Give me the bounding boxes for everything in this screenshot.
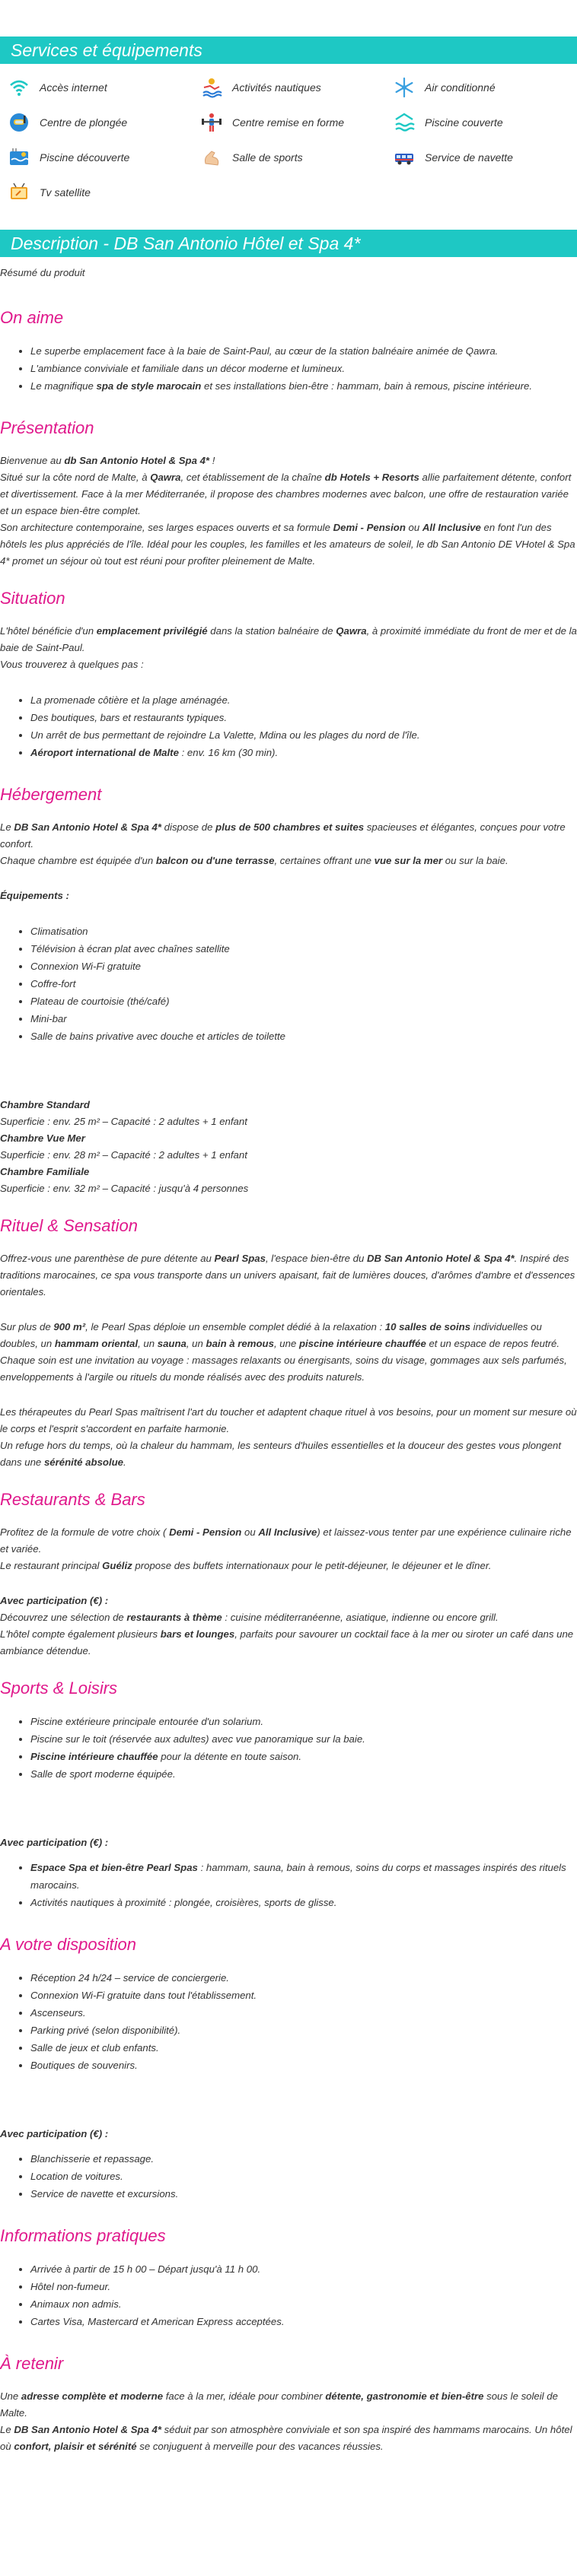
paragraph	[0, 453, 577, 570]
service-item	[393, 146, 577, 169]
text-run: Un refuge hors du temps, où la chaleur du hammam, les senteurs d'huiles essentielles et la douceur des gestes vous plongent dans une	[0, 1440, 562, 1468]
services-grid	[0, 64, 577, 204]
shuttle-icon	[393, 146, 416, 169]
section-title-retenir: À retenir	[0, 2354, 64, 2373]
sports-list	[30, 1713, 577, 1783]
presentation-text	[0, 453, 577, 570]
satellite-tv-icon	[8, 181, 30, 204]
text-run: , un	[138, 1338, 158, 1349]
text-run: Salle de jeux et club enfants.	[30, 2042, 159, 2053]
service-label: Centre remise en forme	[232, 116, 345, 129]
bold-run: spa de style marocain	[96, 380, 202, 392]
text-run: ou	[241, 1526, 259, 1538]
list-item	[30, 2039, 577, 2057]
product-summary: Résumé du produit	[0, 267, 85, 278]
bold-run: Guéliz	[102, 1560, 132, 1571]
restaurants-text	[0, 1524, 577, 1660]
bold-run: db Hotels + Resorts	[324, 472, 419, 483]
text-run: Activités nautiques à proximité : plongée, croisières, sports de glisse.	[30, 1897, 337, 1908]
spacer	[0, 2097, 577, 2126]
snowflake-icon	[393, 76, 416, 99]
text-run: sous le soleil de Malte.	[0, 2390, 558, 2419]
list-item	[30, 2260, 577, 2278]
bold-run: piscine intérieure chauffée	[298, 1338, 426, 1349]
bold-run: Piscine intérieure chauffée	[30, 1751, 158, 1762]
paragraph	[0, 1404, 577, 1471]
bold-run: Chambre Standard	[0, 1099, 90, 1110]
text-run: Mini-bar	[30, 1013, 67, 1024]
list-item	[30, 1713, 577, 1730]
service-item	[200, 146, 393, 169]
text-run: Le superbe emplacement face à la baie de Saint-Paul, au cœur de la station balnéaire animée de Qawra.	[30, 345, 499, 357]
text-run: : cuisine méditerranéenne, asiatique, indienne ou encore grill.	[222, 1612, 499, 1623]
list-item	[30, 377, 577, 395]
text-run: pour la détente en toute saison.	[158, 1751, 302, 1762]
paragraph	[0, 1524, 577, 1574]
bold-run: Aéroport international de Malte	[30, 747, 179, 758]
bold-run: bain à remous	[206, 1338, 274, 1349]
room-types	[0, 1097, 577, 1197]
list-item	[30, 744, 577, 761]
text-run: Plateau de courtoisie (thé/café)	[30, 996, 170, 1007]
text-run: Salle de sport moderne équipée.	[30, 1768, 176, 1780]
service-label: Accès internet	[40, 81, 107, 94]
text-run: Ascenseurs.	[30, 2007, 86, 2019]
outdoor-pool-icon	[8, 146, 30, 169]
service-label: Air conditionné	[425, 81, 496, 94]
bold-run: adresse complète et moderne	[21, 2390, 164, 2402]
description-section	[0, 230, 577, 2455]
text-run: en font l'un des hôtels les plus appréciés de l'île. Idéal pour les couples, les familles et les amateurs de soleil, le db San Antonio DE VHotel & Spa 4* promet un séjour où tout est réuni pour profiter pleinement de Malte.	[0, 522, 575, 567]
list-item	[30, 1010, 577, 1028]
bold-run: détente, gastronomie et bien-être	[325, 2390, 484, 2402]
text-run: Le	[0, 821, 14, 833]
list-item	[30, 691, 577, 709]
bold-run: db San Antonio Hotel & Spa 4*	[64, 455, 210, 466]
description-banner: Description - DB San Antonio Hôtel et Spa 4*	[0, 230, 577, 257]
text-run: Blanchisserie et repassage.	[30, 2153, 155, 2165]
text-run: dans la station balnéaire de	[207, 625, 336, 637]
service-item	[393, 111, 577, 134]
service-item	[8, 146, 200, 169]
spacer	[0, 1806, 577, 1834]
sports-participation-list	[30, 1859, 577, 1911]
bold-run: sérénité absolue	[43, 1456, 124, 1468]
spacer	[0, 1068, 577, 1097]
text-run: Chaque chambre est équipée d'un	[0, 855, 156, 866]
text-run: Climatisation	[30, 926, 88, 937]
list-item	[30, 1969, 577, 1987]
text-run: propose des buffets internationaux pour le petit-déjeuner, le déjeuner et le dîner.	[132, 1560, 492, 1571]
text-run: allie parfaitement détente, confort et divertissement. Face à la mer Méditerranée, il propose des chambres modernes avec balcon, une offre de restauration variée et un espace bien-être complet.	[0, 472, 572, 516]
section-title-on-aime: On aime	[0, 308, 64, 327]
fitness-icon	[200, 111, 223, 134]
bold-run: emplacement privilégié	[96, 625, 208, 637]
text-run: Profitez de la formule de votre choix (	[0, 1526, 170, 1538]
list-item	[30, 1859, 577, 1894]
text-run: Coffre-fort	[30, 978, 76, 989]
paragraph	[0, 819, 577, 869]
bold-run: sauna	[157, 1338, 186, 1349]
bold-run: 900 m²	[53, 1321, 86, 1332]
bold-run: Qawra	[336, 625, 367, 637]
wifi-icon	[8, 76, 30, 99]
text-run: Hôtel non-fumeur.	[30, 2281, 111, 2292]
text-run: L'hôtel bénéficie d'un	[0, 625, 97, 637]
list-item	[30, 2295, 577, 2313]
text-run: . Inspiré des traditions marocaines, ce spa vous transporte dans un univers apaisant, fait de lumières douces, d'arômes d'ambre et d'essences orientales.	[0, 1253, 575, 1298]
bold-run: Équipements :	[0, 890, 69, 901]
text-run: face à la mer, idéale pour combiner	[163, 2390, 326, 2402]
text-run: , à proximité immédiate du front de mer et de la baie de Saint-Paul.	[0, 625, 577, 653]
bold-run: vue sur la mer	[374, 855, 443, 866]
list-item	[30, 2004, 577, 2022]
section-title-pratiques: Informations pratiques	[0, 2226, 166, 2245]
list-item	[30, 2022, 577, 2039]
text-run: et ses installations bien-être : hammam, bain à remous, piscine intérieure.	[201, 380, 532, 392]
text-run: Boutiques de souvenirs.	[30, 2060, 138, 2071]
bold-run: hammam oriental	[54, 1338, 139, 1349]
hebergement-text	[0, 819, 577, 904]
text-run: Piscine sur le toit (réservée aux adultes) avec vue panoramique sur la baie.	[30, 1733, 365, 1745]
section-title-situation: Situation	[0, 589, 65, 608]
text-run: !	[209, 455, 215, 466]
paragraph	[0, 623, 577, 673]
text-run: Parking privé (selon disponibilité).	[30, 2025, 181, 2036]
text-run: Connexion Wi-Fi gratuite dans tout l'établissement.	[30, 1990, 257, 2001]
service-label: Activités nautiques	[232, 81, 321, 94]
services-banner: Services et équipements	[0, 37, 577, 64]
bold-run: Demi - Pension	[333, 522, 406, 533]
covered-pool-icon	[393, 111, 416, 134]
text-run: séduit par son atmosphère conviviale et son spa inspiré des hammams marocains. Un hôtel où	[0, 2424, 572, 2452]
bold-run: Avec participation (€) :	[0, 1595, 109, 1606]
bold-run: All Inclusive	[258, 1526, 317, 1538]
list-item	[30, 1028, 577, 1045]
paragraph	[0, 2388, 577, 2455]
bold-run: All Inclusive	[422, 522, 481, 533]
pratiques-list	[30, 2260, 577, 2330]
text-run: Le	[0, 2424, 14, 2435]
text-run: Salle de bains privative avec douche et articles de toilette	[30, 1031, 286, 1042]
rituel-text	[0, 1250, 577, 1471]
sports-participation-label: Avec participation (€) :	[0, 1837, 109, 1848]
section-title-presentation: Présentation	[0, 418, 94, 437]
text-run: Le restaurant principal	[0, 1560, 103, 1571]
service-label: Centre de plongée	[40, 116, 128, 129]
text-run: : env. 16 km (30 min).	[178, 747, 279, 758]
text-run: , l'espace bien-être du	[265, 1253, 367, 1264]
list-item	[30, 2185, 577, 2203]
gym-icon	[200, 146, 223, 169]
text-run: Situé sur la côte nord de Malte, à	[0, 472, 151, 483]
text-run: : hammam, sauna, bain à remous, soins du corps et massages inspirés des rituels marocains.	[30, 1862, 566, 1891]
text-run: Découvrez une sélection de	[0, 1612, 127, 1623]
list-item	[30, 360, 577, 377]
text-run: Offrez-vous une parenthèse de pure détente au	[0, 1253, 215, 1264]
list-item	[30, 2168, 577, 2185]
text-run: Chaque soin est une invitation au voyage : massages relaxants ou énergisants, soins du visage, gommages aux sels parfumés, enveloppements à l'argile ou rituels du monde réalisés avec des produits naturels.	[0, 1355, 567, 1383]
list-item	[30, 975, 577, 993]
text-run: Son architecture contemporaine, ses larges espaces ouverts et sa formule	[0, 522, 333, 533]
list-item	[30, 2150, 577, 2168]
text-run: Superficie : env. 32 m² – Capacité : jusqu'à 4 personnes	[0, 1183, 249, 1194]
services-section	[0, 37, 577, 204]
text-run: , parfaits pour savourer un cocktail face à la mer ou siroter un café dans une ambiance détendue.	[0, 1628, 574, 1656]
service-label: Salle de sports	[232, 151, 303, 164]
bold-run: Qawra	[150, 472, 181, 483]
text-run: , certaines offrant une	[274, 855, 375, 866]
text-run: L'ambiance conviviale et familiale dans un décor moderne et lumineux.	[30, 363, 346, 374]
situation-list	[30, 691, 577, 761]
text-run: Télévision à écran plat avec chaînes satellite	[30, 943, 230, 954]
list-item	[30, 1748, 577, 1765]
text-run: Cartes Visa, Mastercard et American Express acceptées.	[30, 2316, 285, 2327]
disposition-list	[30, 1969, 577, 2074]
list-item	[30, 923, 577, 940]
service-label: Piscine couverte	[425, 116, 503, 129]
section-title-restaurants: Restaurants & Bars	[0, 1490, 145, 1509]
text-run: Piscine extérieure principale entourée d'un solarium.	[30, 1716, 263, 1727]
bold-run: Demi - Pension	[169, 1526, 242, 1538]
text-run: individuelles ou doubles, un	[0, 1321, 542, 1349]
paragraph	[0, 1097, 577, 1197]
text-run: , une	[273, 1338, 299, 1349]
list-item	[30, 342, 577, 360]
disposition-participation-list	[30, 2150, 577, 2203]
bold-run: Espace Spa et bien-être Pearl Spas	[30, 1862, 198, 1873]
list-item	[30, 709, 577, 726]
text-run: Un arrêt de bus permettant de rejoindre La Valette, Mdina ou les plages du nord de l'île.	[30, 729, 420, 741]
bold-run: bars et lounges	[160, 1628, 235, 1640]
paragraph	[0, 888, 577, 904]
service-label: Service de navette	[425, 151, 513, 164]
text-run: Vous trouverez à quelques pas :	[0, 659, 144, 670]
equipment-list	[30, 923, 577, 1045]
service-item	[200, 111, 393, 134]
disposition-participation-label: Avec participation (€) :	[0, 2128, 109, 2139]
list-item	[30, 1894, 577, 1911]
text-run: Animaux non admis.	[30, 2298, 122, 2310]
text-run: Les thérapeutes du Pearl Spas maîtrisent l'art du toucher et adaptent chaque rituel à vos besoins, pour un moment sur mesure où le corps et l'esprit s'accordent en parfaite harmonie.	[0, 1406, 577, 1434]
service-item	[200, 76, 393, 99]
text-run: , un	[186, 1338, 206, 1349]
bold-run: Pearl Spas	[214, 1253, 266, 1264]
list-item	[30, 1730, 577, 1748]
text-run: Des boutiques, bars et restaurants typiques.	[30, 712, 228, 723]
text-run: Service de navette et excursions.	[30, 2188, 179, 2200]
service-item	[8, 181, 200, 204]
list-item	[30, 1987, 577, 2004]
bold-run: restaurants à thème	[126, 1612, 222, 1623]
text-run: Une	[0, 2390, 21, 2402]
text-run: Bienvenue au	[0, 455, 65, 466]
list-item	[30, 940, 577, 958]
situation-text	[0, 623, 577, 673]
text-run: Superficie : env. 28 m² – Capacité : 2 adultes + 1 enfant	[0, 1149, 247, 1161]
text-run: se conjuguent à merveille pour des vacances réussies.	[136, 2441, 384, 2452]
bold-run: Chambre Familiale	[0, 1166, 90, 1177]
water-activity-icon	[200, 76, 223, 99]
bold-run: DB San Antonio Hotel & Spa 4*	[367, 1253, 515, 1264]
list-item	[30, 2278, 577, 2295]
text-run: Sur plus de	[0, 1321, 54, 1332]
text-run: La promenade côtière et la plage aménagée.	[30, 694, 231, 706]
bold-run: DB San Antonio Hotel & Spa 4*	[14, 2424, 162, 2435]
text-run: Location de voitures.	[30, 2171, 123, 2182]
list-item	[30, 1765, 577, 1783]
paragraph	[0, 1593, 577, 1660]
paragraph	[0, 1319, 577, 1386]
text-run: ou sur la baie.	[442, 855, 508, 866]
section-title-sports: Sports & Loisirs	[0, 1679, 118, 1698]
bold-run: confort, plaisir et sérénité	[14, 2441, 137, 2452]
bold-run: plus de 500 chambres et suites	[215, 821, 365, 833]
list-item	[30, 958, 577, 975]
section-title-disposition: A votre disposition	[0, 1935, 136, 1954]
text-run: ou	[405, 522, 422, 533]
list-item	[30, 993, 577, 1010]
service-label: Piscine découverte	[40, 151, 130, 164]
text-run: et un espace de repos feutré.	[426, 1338, 560, 1349]
section-title-rituel: Rituel & Sensation	[0, 1216, 138, 1235]
bold-run: balcon ou d'une terrasse	[155, 855, 275, 866]
text-run: .	[123, 1456, 126, 1468]
text-run: dispose de	[161, 821, 216, 833]
text-run: Connexion Wi-Fi gratuite	[30, 961, 142, 972]
bold-run: 10 salles de soins	[384, 1321, 471, 1332]
text-run: Réception 24 h/24 – service de conciergerie.	[30, 1972, 229, 1984]
service-item	[393, 76, 577, 99]
list-item	[30, 726, 577, 744]
text-run: , cet établissement de la chaîne	[180, 472, 325, 483]
bold-run: Chambre Vue Mer	[0, 1132, 85, 1144]
paragraph	[0, 1250, 577, 1301]
on-aime-list	[30, 342, 577, 395]
list-item	[30, 2057, 577, 2074]
bold-run: DB San Antonio Hotel & Spa 4*	[14, 821, 162, 833]
text-run: spacieuses et élégantes, conçues pour votre confort.	[0, 821, 566, 850]
text-run: ) et laissez-vous tenter par une expérience culinaire riche et variée.	[0, 1526, 572, 1555]
text-run: L'hôtel compte également plusieurs	[0, 1628, 161, 1640]
diving-icon	[8, 111, 30, 134]
retenir-text	[0, 2388, 577, 2455]
section-title-hebergement: Hébergement	[0, 785, 102, 804]
service-label: Tv satellite	[40, 186, 91, 199]
list-item	[30, 2313, 577, 2330]
text-run: Le magnifique	[30, 380, 97, 392]
text-run: Arrivée à partir de 15 h 00 – Départ jusqu'à 11 h 00.	[30, 2263, 261, 2275]
service-item	[8, 76, 200, 99]
text-run: , le Pearl Spas déploie un ensemble complet dédié à la relaxation :	[85, 1321, 385, 1332]
service-item	[8, 111, 200, 134]
text-run: Superficie : env. 25 m² – Capacité : 2 adultes + 1 enfant	[0, 1116, 247, 1127]
